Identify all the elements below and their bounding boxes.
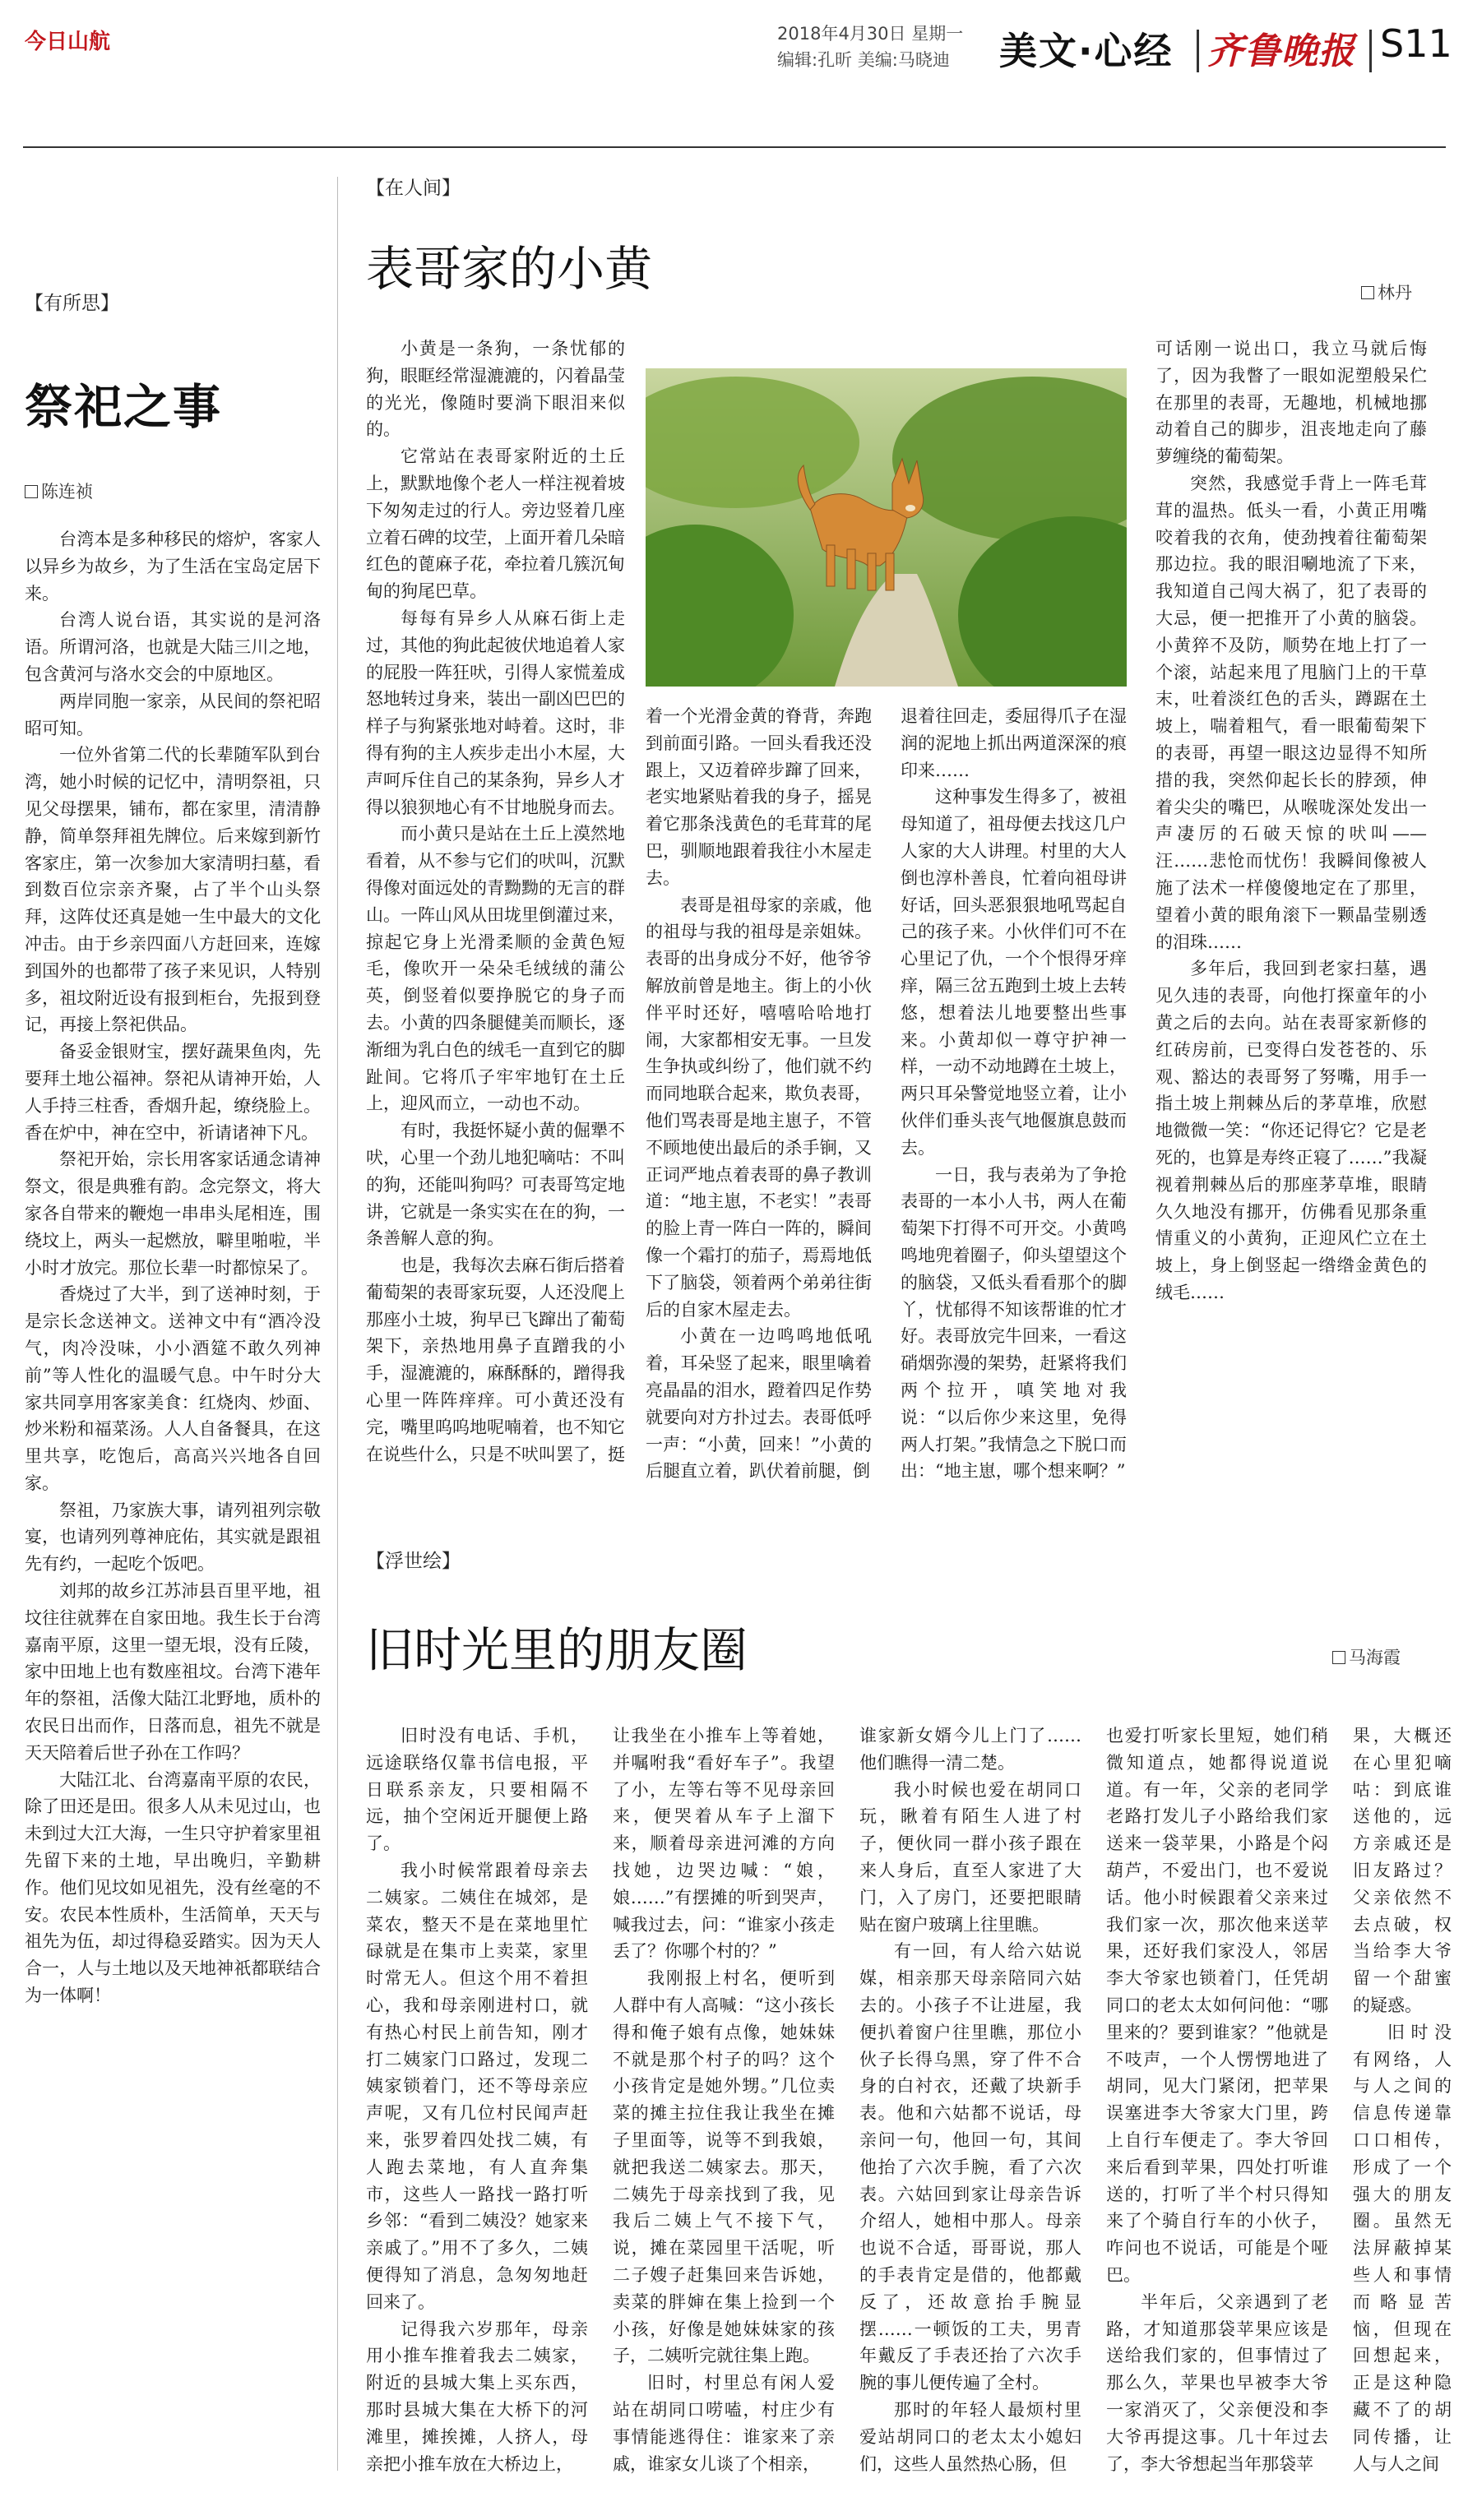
text-column [646,703,872,1484]
paragraph: 我刚报上村名，便听到人群中有人高喊：“这小孩长得和俺子娘有点像，她妹妹不就是那个村子的吗？这个小孩肯定是她外甥。”几位卖菜的摊主拉住我让我坐在摊子里面等，说等不到我娘，就把我送二姨家去。那天，二姨先于母亲找到了我，见我后二姨上气不接下气，说，摊在菜园里干活呢，听二子嫂子赶集回来告诉她，卖菜的胖婶在集上捡到一个小孩，好像是她妹妹家的孩子，二姨听完就往集上跑。 [613,1968,835,2366]
paragraph: 谁家新女婿今儿上门了……他们瞧得一清二楚。 [859,1726,1081,1773]
header-meta [777,21,999,73]
paragraph: 祭祀开始，宗长用客家话通念请神祭文，很是典雅有韵。念完祭文，将大家各自带来的鞭炮一串串头尾相连，围绕坟上，两头一起燃放，噼里啪啦，半小时才放完。那位长辈一时都惊呆了。 [25,1149,321,1278]
paragraph: 那时的年轻人最烦村里爱站胡同口的老太太小媳妇们，这些人虽然热心肠，但 [859,2399,1081,2474]
page-number: S11 [1380,21,1452,66]
paragraph: 刘邦的故乡江苏沛县百里平地，祖坟往往就葬在自家田地。我生长于台湾嘉南平原，这里一望无垠，没有丘陵，家中田地上也有数座祖坟。台湾下港年年的祭祖，活像大陆江北野地，质朴的农民日出而作，日落而息，祖先不就是天天陪着后世子孙在工作吗？ [25,1581,321,1763]
paragraph: 有一回，有人给六姑说媒，相亲那天母亲陪同六姑去的。小孩子不让进屋，我便扒着窗户往里瞧，那位小伙子长得乌黑，穿了件不合身的白衬衣，还戴了块新手表。他和六姑都不说话，母亲问一句，他回一句，其间他抬了六次手腕，看了六次表。六姑回到家让母亲告诉介绍人，她相中那人。母亲也说不合适，哥哥说，那人的手表肯定是借的，他都戴反了，还故意抬手腕显摆……一顿饭的工夫，男青年戴反了手表还抬了六次手腕的事儿便传遍了全村。 [859,1941,1081,2393]
date-line: 2018年4月30日 星期一 [777,24,964,44]
article-title: 旧时光里的朋友圈 [366,1622,748,1678]
header-divider [1197,30,1199,72]
column-divider [337,177,338,2471]
article-title: 表哥家的小黄 [366,241,653,297]
paragraph: 一位外省第二代的长辈随军队到台湾，她小时候的记忆中，清明祭祖，只见父母摆果，铺布，都在家里，清清静静，简单祭拜祖先牌位。后来嫁到新竹客家庄，第一次参加大家清明扫墓，看到数百位宗亲齐聚，占了半个山头祭拜，这阵仗还真是她一生中最大的文化冲击。由于乡亲四面八方赶回来，连嫁到国外的也都带了孩子来见识，人特别多，祖坟附近设有报到柜台，先报到登记，再接上祭祀供品。 [25,745,321,1035]
paragraph: 香烧过了大半，到了送神时刻，于是宗长念送神文。送神文中有“酒冷没气，肉冷没味，小小酒筵不敢久列神前”等人性化的温暖气息。中午时分大家共同享用客家美食：红烧肉、炒面、炒米粉和福菜汤。人人自备餐具，在这里共享，吃饱后，高高兴兴地各自回家。 [25,1284,321,1493]
paragraph: 备妥金银财宝，摆好蔬果鱼肉，先要拜土地公福神。祭祀从请神开始，人人手持三柱香，香烟升起，缭绕脸上。香在炉中，神在空中，祈请诸神下凡。 [25,1042,321,1143]
paragraph: 祭祖，乃家族大事，请列祖列宗敬宴，也请列列尊神庇佑，其实就是跟祖先有约，一起吃个饭吧。 [25,1500,321,1574]
section-title: 美文·心经 [999,29,1174,73]
article-author: 林丹 [1361,280,1412,304]
paragraph: 半年后，父亲遇到了老路，才知道那袋苹果应该是送给我们家的，但事情过了那么久，苹果也早被李大爷一家消灭了，父亲便没和李大爷再提这事。几十年过去了，李大爷想起当年那袋苹 [1106,2291,1328,2474]
paragraph: 台湾本是多种移民的熔炉，客家人以异乡为故乡，为了生活在宝岛定居下来。 [25,529,321,603]
article-tag: 【在人间】 [366,178,461,199]
paragraph: 也爱打听家长里短，她们稍微知道点，她都得说道说道。有一年，父亲的老同学老路打发儿子小路给我们家送来一袋苹果，小路是个闷葫芦，不爱出门，也不爱说话。他小时候跟着父亲来过我们家一次，那次他来送苹果，还好我们家没人，邻居李大爷家也锁着门，任凭胡同口的老太太如何问他：“哪里来的？要到谁家？”他就是不吱声，一个人愣愣地进了胡同，见大门紧闭，把苹果误塞进李大爷家大门里，跨上自行车便走了。李大爷回来后看到苹果，四处打听谁送的，打听了半个村只得知来了个骑自行车的小伙子，咋问也不说话，可能是个哑巴。 [1106,1726,1328,2285]
newspaper-logo: 齐鲁晚报 [1207,30,1355,72]
paragraph: 突然，我感觉手背上一阵毛茸茸的温热。低头一看，小黄正用嘴咬着我的衣角，使劲拽着往葡萄架那边拉。我的眼泪唰地流了下来，我知道自己闯大祸了，犯了表哥的大忌，便一把推开了小黄的脑袋。小黄猝不及防，顺势在地上打了一个滚，站起来甩了甩脑门上的干草末，吐着淡红色的舌头，蹲踞在土坡上，喘着粗气，看一眼葡萄架下的表哥，再望一眼这边显得不知所措的我，突然仰起长长的脖颈，伸着尖尖的嘴巴，从喉咙深处发出一声凄厉的石破天惊的吠叫——汪……悲怆而忧伤！我瞬间像被人施了法术一样傻傻地定在了那里，望着小黄的眼角滚下一颗晶莹剔透的泪珠…… [1155,473,1427,952]
text-column [366,1722,588,2487]
paragraph: 果，大概还在心里犯嘀咕：到底谁送他的，远方亲戚还是旧友路过？父亲依然不去点破，权当给李大爷留一个甜蜜的疑惑。 [1353,1726,1452,2015]
text-column [1155,335,1427,1487]
text-column [901,703,1127,1484]
newspaper-name: 今日山航 [25,30,111,54]
paragraph: 记得我六岁那年，母亲用小推车推着我去二姨家，附近的县城大集上买东西，那时县城大集在大桥下的河滩里，摊挨摊，人挤人，母亲把小推车放在大桥边上， [366,2319,588,2474]
paragraph: 着一个光滑金黄的脊背，奔跑到前面引路。一回头看我还没跟上，又迈着碎步蹿了回来，老实地紧贴着我的身子，摇晃着它那条浅黄色的毛茸茸的尾巴，驯顺地跟着我往小木屋走去。 [646,706,872,888]
text-column [366,335,625,1487]
paragraph: 表哥是祖母家的亲戚，他的祖母与我的祖母是亲姐妹。表哥的出身成分不好，他爷爷解放前曾是地主。街上的小伙伴平时还好，嘻嘻哈哈地打闹，大家都相安无事。一旦发生争执或纠纷了，他们就不约而同地联合起来，欺负表哥，他们骂表哥是地主崽子，不管不顾地使出最后的杀手锏，又正词严地点着表哥的鼻子教训道：“地主崽，不老实！”表哥的脸上青一阵白一阵的，瞬间像一个霜打的茄子，焉焉地低下了脑袋，领着两个弟弟往街后的自家木屋走去。 [646,895,872,1320]
paragraph: 我小时候也爱在胡同口玩，瞅着有陌生人进了村子，便伙同一群小孩子跟在来人身后，直至人家进了大门，入了房门，还要把眼睛贴在窗户玻璃上往里瞧。 [859,1779,1081,1935]
paragraph: 这种事发生得多了，被祖母知道了，祖母便去找这几户人家的大人讲理。村里的大人倒也淳朴善良，忙着向祖母讲好话，回头恶狠狠地吼骂起自己的孩子来。小伙伴们可不在心里记了仇，一个个恨得牙痒痒，隔三岔五跑到土坡上去转悠，想着法儿地要整出些事来。小黄却似一尊守护神一样，一动不动地蹲在土坡上，两只耳朵警觉地竖立着，让小伙伴们垂头丧气地偃旗息鼓而去。 [901,787,1127,1158]
header-divider [1369,30,1372,72]
paragraph: 而小黄只是站在土丘上漠然地看着，从不参与它们的吠叫，沉默得像对面远处的青黝黝的无言的群山。一阵山风从田垅里倒灌过来，掠起它身上光滑柔顺的金黄色短毛，像吹开一朵朵毛绒绒的蒲公英，倒竖着似要挣脱它的身子而去。小黄的四条腿健美而顺长，逐渐细为乳白色的绒毛一直到它的脚趾间。它将爪子牢牢地钉在土丘上，迎风而立，一动也不动。 [366,824,625,1114]
text-column [613,1722,835,2487]
dog-photo [646,368,1127,687]
paragraph: 小黄在一边鸣鸣地低吼着，耳朵竖了起来，眼里噙着亮晶晶的泪水，蹬着四足作势就要向对方扑过去。表哥低呼一声：“小黄，回来！”小黄的后腿直立着，趴伏着前腿，倒 [646,1326,872,1482]
paragraph: 旧时没有网络，人与人之间的信息传递靠口口相传，形成了一个强大的朋友圈。虽然无法屏蔽掉某些人和事情而略显苦恼，但现在回想起来，正是这种隐藏不了的胡同传播，让人与人之间 [1353,2022,1452,2474]
header-rule [23,146,1446,148]
paragraph: 每每有异乡人从麻石街上走过，其他的狗此起彼伏地追着人家的屁股一阵狂吠，引得人家慌羞成怒地转过身来，装出一副凶巴巴的样子与狗紧张地对峙着。这时，非得有狗的主人疾步走出小木屋，大声呵斥住自己的某条狗，异乡人才得以狼狈地心有不甘地脱身而去。 [366,608,625,817]
paragraph: 大陆江北、台湾嘉南平原的农民，除了田还是田。很多人从未见过山，也未到过大江大海，一生只守护着家里祖先留下来的土地，早出晚归，辛勤耕作。他们见坟如见祖先，没有丝毫的不安。农民本性质朴，生活简单，天天与祖先为伍，却过得稳妥踏实。因为天人合一，人与土地以及天地神祇都联结合为一体啊！ [25,1769,321,2006]
editor-line: 编辑:孔昕 美编:马晓迪 [777,50,950,70]
left-article [25,197,321,2434]
paragraph: 旧时，村里总有闲人爱站在胡同口唠嗑，村庄少有事情能逃得住：谁家来了亲戚，谁家女儿谈了个相亲， [613,2373,835,2474]
paragraph: 两岸同胞一家亲，从民间的祭祀昭昭可知。 [25,691,321,738]
article-tag: 【有所思】 [25,293,119,314]
paragraph: 台湾人说台语，其实说的是河洛语。所谓河洛，也就是大陆三川之地，包含黄河与洛水交会的中原地区。 [25,610,321,684]
paragraph: 让我坐在小推车上等着她，并嘱咐我“看好车子”。我望了小，左等右等不见母亲回来，便哭着从车子上溜下来，顺着母亲进河滩的方向找她，边哭边喊：“娘，娘……”有摆摊的听到哭声，喊我过去，问：“谁家小孩走丢了？你哪个村的？” [613,1726,835,1962]
article-body [25,526,321,2009]
paragraph: 也是，我每次去麻石街后搭着葡萄架的表哥家玩耍，人还没爬上那座小土坡，狗早已飞蹿出了葡萄架下，亲热地用鼻子直蹭我的小手，湿漉漉的，麻酥酥的，蹭得我心里一阵阵痒痒。可小黄还没有完，嘴里呜呜地呢喃着，也不知它在说些什么，只是不吠叫罢了，挺 [366,1255,625,1464]
paragraph: 退着往回走，委屈得爪子在湿润的泥地上抓出两道深深的痕印来…… [901,706,1127,780]
paragraph: 它常站在表哥家附近的土丘上，默默地像个老人一样注视着坡下匆匆走过的行人。旁边竖着几座立着石碑的坟茔，上面开着几朵暗红色的蓖麻子花，牵拉着几簇沉甸甸的狗尾巴草。 [366,446,625,602]
paragraph: 有时，我挺怀疑小黄的倔犟不吠，心里一个劲儿地犯嘀咕：不叫的狗，还能叫狗吗？可表哥笃定地讲，它就是一条实实在在的狗，一条善解人意的狗。 [366,1121,625,1249]
paragraph: 可话刚一说出口，我立马就后悔了，因为我瞥了一眼如泥塑般呆伫在那里的表哥，无趣地，机械地挪动着自己的脚步，沮丧地走向了藤萝缠绕的葡萄架。 [1155,339,1427,467]
text-column [1106,1722,1328,2487]
paragraph: 小黄是一条狗，一条忧郁的狗，眼眶经常湿漉漉的，闪着晶莹的光光，像随时要淌下眼泪来似的。 [366,339,625,440]
paragraph: 旧时没有电话、手机，远途联络仅靠书信电报，平日联系亲友，只要相隔不远，抽个空闲近开腿便上路了。 [366,1726,588,1854]
article-author: 陈连祯 [25,479,321,503]
paragraph: 多年后，我回到老家扫墓，遇见久违的表哥，向他打探童年的小黄之后的去向。站在表哥家新修的红砖房前，已变得白发苍苍的、乐观、豁达的表哥努了努嘴，用手一指土坡上荆棘丛后的茅草堆，欣慰地微微一笑：“你还记得它？它是老死的，也算是寿终正寝了……”我凝视着荆棘丛后的那座茅草堆，眼睛久久地没有挪开，仿佛看见那条重情重义的小黄狗，正迎风伫立在土坡上，身上倒竖起一绺绺金黄色的绒毛…… [1155,959,1427,1302]
article-author: 马海霞 [1332,1644,1401,1669]
paragraph: 我小时候常跟着母亲去二姨家。二姨住在城郊，是菜农，整天不是在菜地里忙碌就是在集市上卖菜，家里时常无人。但这个用不着担心，我和母亲刚进村口，就有热心村民上前告知，刚才打二姨家门口路过，发现二姨家锁着门，还不等母亲应声呢，又有几位村民闻声赶来，张罗着四处找二姨，有人跑去菜地，有人直奔集市，这些人一路找一路打听乡邻：“看到二姨没？她家来亲戚了。”用不了多久，二姨便得知了消息，急匆匆地赶回来了。 [366,1860,588,2312]
paragraph: 一日，我与表弟为了争抢表哥的一本小人书，两人在葡萄架下打得不可开交。小黄鸣鸣地兜着圈子，仰头望望这个的脑袋，又低头看看那个的脚丫，忧郁得不知该帮谁的忙才好。表哥放完牛回来，一看这硝烟弥漫的架势，赶紧将我们两个拉开，嗔笑地对我说：“以后你少来这里，免得两人打架。”我情急之下脱口而出：“地主崽，哪个想来啊？” [901,1164,1127,1482]
text-column [1353,1722,1452,2487]
text-column [859,1722,1081,2487]
article-title: 祭祀之事 [25,379,223,435]
article-tag: 【浮世绘】 [366,1551,461,1572]
